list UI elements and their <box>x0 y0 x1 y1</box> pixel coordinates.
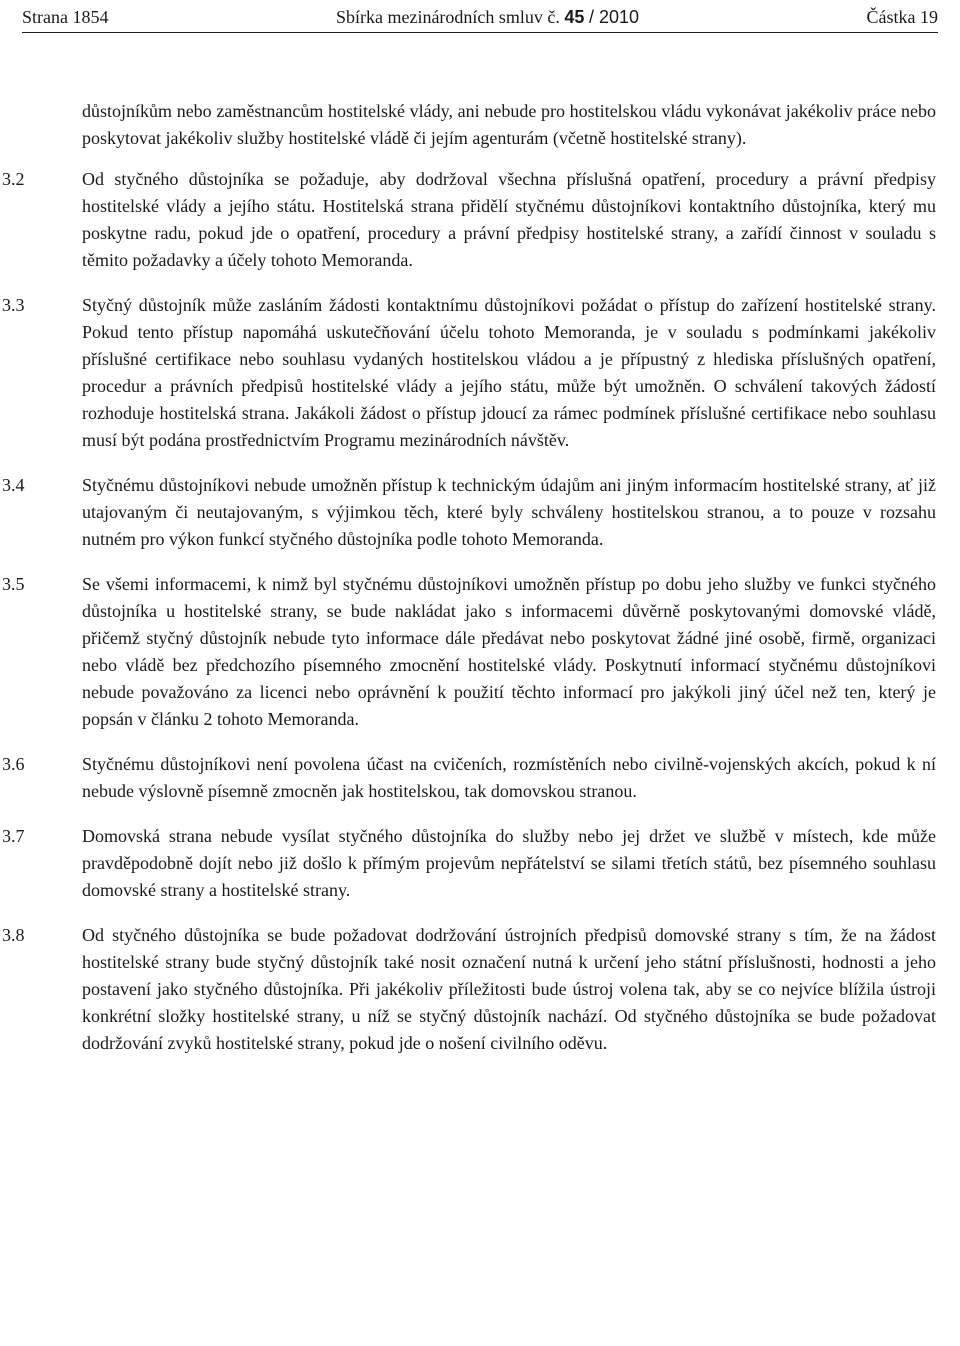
section-number: 3.6 <box>2 754 25 774</box>
section-3-6 <box>2 751 936 805</box>
section-number: 3.5 <box>2 574 25 594</box>
issue-number: Částka 19 <box>866 7 938 27</box>
section-number: 3.4 <box>2 475 25 495</box>
section-3-7 <box>2 823 936 904</box>
section-number: 3.8 <box>2 925 25 945</box>
section-text: Se všemi informacemi, k nimž byl styčnému důstojníkovi umožněn přístup po dobu jeho služby ve funkci styčného důstojníka u hostitelské strany, se bude nakládat jako s informacemi důvěrně poskytovanými domovské vládě, přičemž styčný důstojník nebude tyto informace dále předávat nebo poskytovat žádné jiné osobě, firmě, organizaci nebo vládě bez předchozího písemného zmocnění hostitelské vlády. Poskytnutí informací styčnému důstojníkovi nebude považováno za licenci nebo oprávnění k použití těchto informací pro jakýkoli jiný účel než ten, který je popsán v článku 2 tohoto Memoranda. <box>82 574 936 729</box>
section-text: Od styčného důstojníka se bude požadovat dodržování ústrojních předpisů domovské strany s tím, že na žádost hostitelské strany bude styčný důstojník také nosit označení nutná k určení jeho státní příslušnosti, hodnosti a jeho postavení jako styčného důstojníka. Při jakékoliv příležitosti bude ústroj volena tak, aby se co nejvíce blížila ústroji konkrétní složky hostitelské strany, u níž se styčný důstojník nachází. Od styčného důstojníka se bude požadovat dodržování zvyků hostitelské strany, pokud jde o nošení civilního oděvu. <box>82 925 936 1053</box>
section-3-5 <box>2 571 936 733</box>
collection-year: / 2010 <box>588 7 639 27</box>
section-3-2 <box>2 166 936 274</box>
section-number: 3.2 <box>2 169 25 189</box>
page-header <box>22 2 938 33</box>
collection-name: Sbírka mezinárodních smluv č. <box>335 7 560 27</box>
collection-number: 45 <box>564 7 585 27</box>
section-text: Styčný důstojník může zasláním žádosti kontaktnímu důstojníkovi požádat o přístup do zařízení hostitelské strany. Pokud tento přístup napomáhá uskutečňování účelu tohoto Memoranda, je v souladu s podmínkami jakékoliv příslušné certifikace nebo souhlasu vydaných hostitelskou vládou a je přípustný z hlediska příslušných opatření, procedur a právních předpisů hostitelské vlády a jejího státu, může být umožněn. O schválení takových žádostí rozhoduje hostitelská strana. Jakákoli žádost o přístup jdoucí za rámec podmínek příslušné certifikace nebo souhlasu musí být podána prostřednictvím Programu mezinárodních návštěv. <box>82 295 936 450</box>
section-text: Od styčného důstojníka se požaduje, aby dodržoval všechna příslušná opatření, procedury a právní předpisy hostitelské vlády a jejího státu. Hostitelská strana přidělí styčnému důstojníkovi kontaktního důstojníka, který mu poskytne radu, pokud jde o opatření, procedury a právní předpisy hostitelské strany, a zařídí činnost v souladu s těmito požadavky a účely tohoto Memoranda. <box>82 169 936 270</box>
section-text: Domovská strana nebude vysílat styčného důstojníka do služby nebo jej držet ve službě v místech, kde může pravděpodobně dojít nebo již došlo k přímým projevům nepřátelství se silami třetích států, bez písemného souhlasu domovské strany a hostitelské strany. <box>82 826 936 900</box>
section-number: 3.7 <box>2 826 25 846</box>
section-text: Styčnému důstojníkovi není povolena účast na cvičeních, rozmístěních nebo civilně-vojenských akcích, pokud k ní nebude výslovně písemně zmocněn jak hostitelskou, tak domovskou stranou. <box>82 754 936 801</box>
section-3-3 <box>2 292 936 454</box>
section-number: 3.3 <box>2 295 25 315</box>
document-body <box>2 98 936 1075</box>
page-number: Strana 1854 <box>22 7 109 27</box>
section-text: Styčnému důstojníkovi nebude umožněn přístup k technickým údajům ani jiným informacím hostitelské strany, ať již utajovaným či neutajovaným, s výjimkou těch, které byly schváleny hostitelskou stranou, a to pouze v rozsahu nutném pro výkon funkcí styčného důstojníka podle tohoto Memoranda. <box>82 475 936 549</box>
intro-paragraph: důstojníkům nebo zaměstnancům hostitelské vlády, ani nebude pro hostitelskou vládu vykonávat jakékoliv práce nebo poskytovat jakékoliv služby hostitelské vládě či jejím agenturám (včetně hostitelské strany). <box>82 101 936 148</box>
collection-title <box>336 4 639 30</box>
section-3-8 <box>2 922 936 1057</box>
section-3-4 <box>2 472 936 553</box>
